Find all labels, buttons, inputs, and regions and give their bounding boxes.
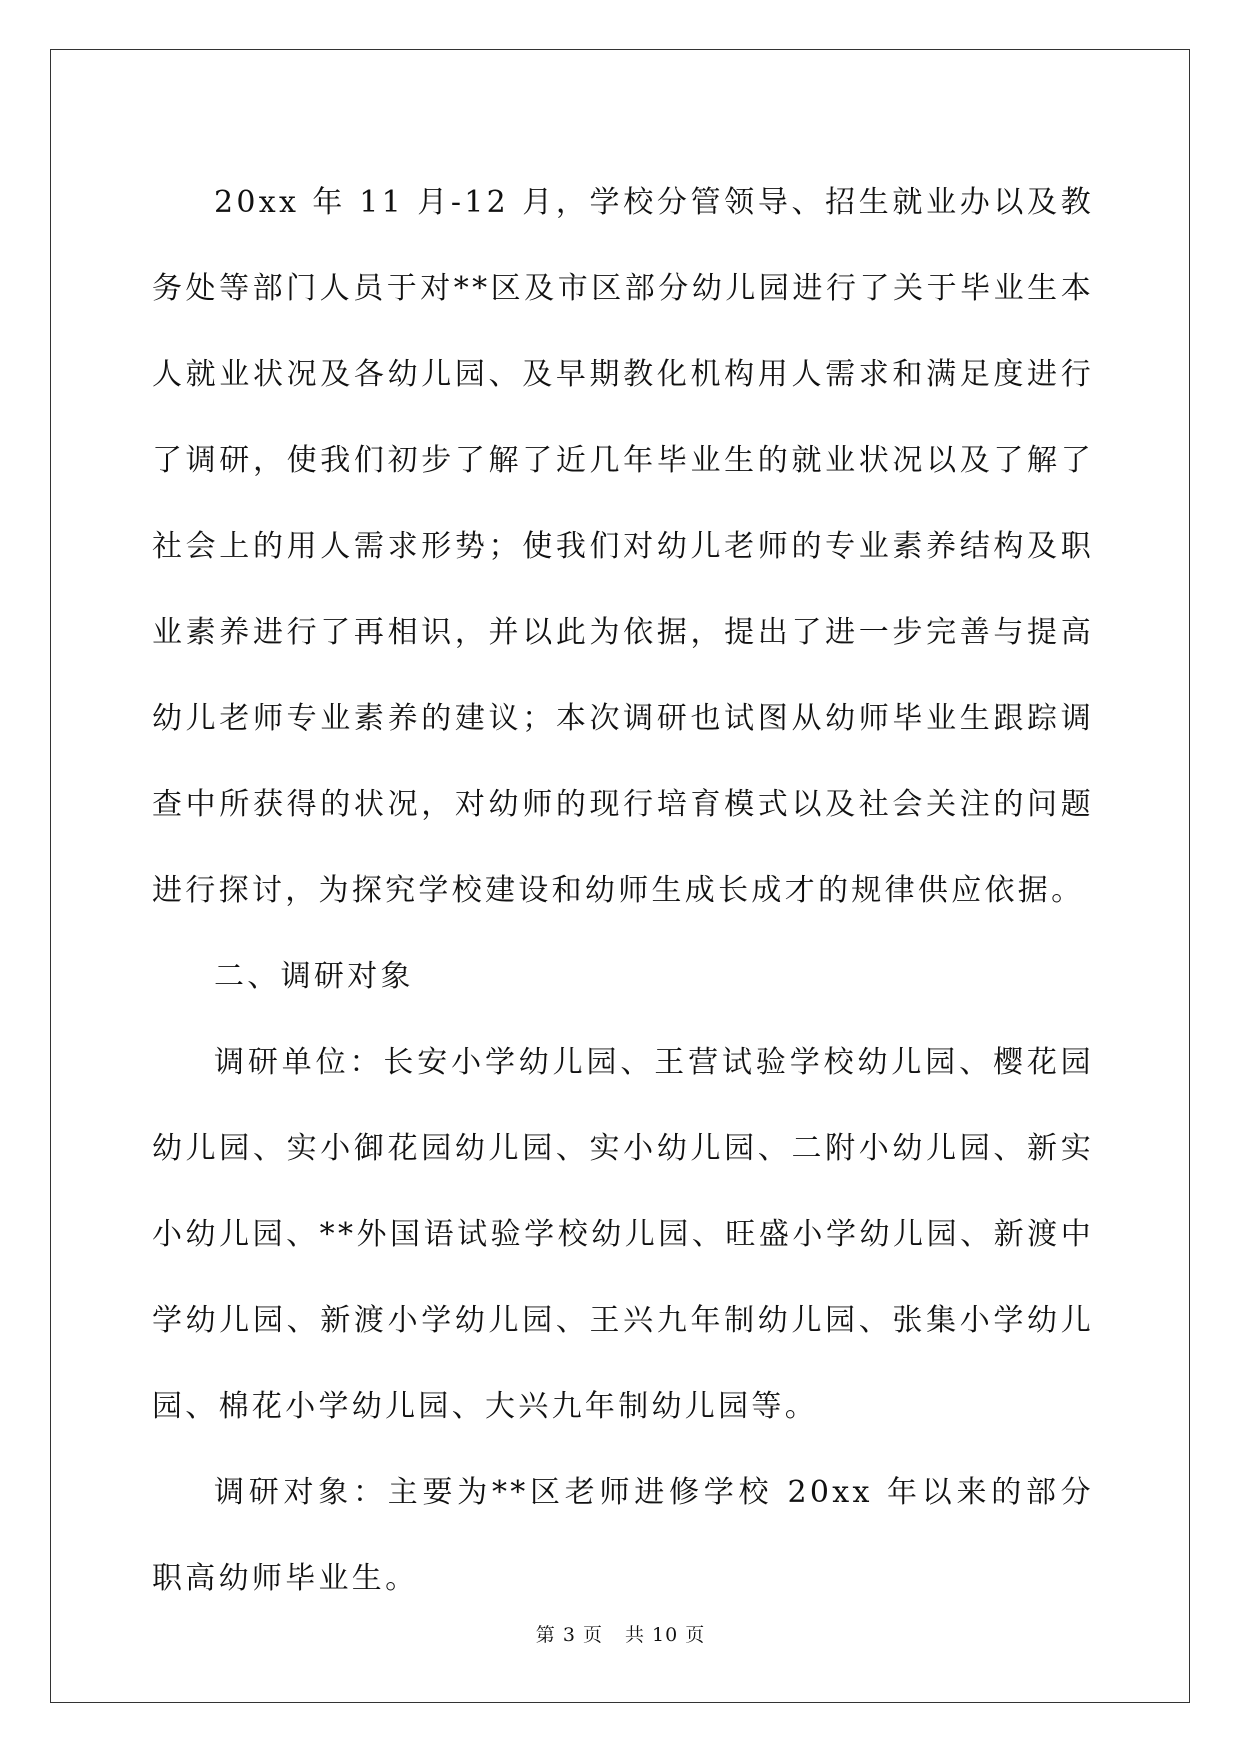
total-pages: 共 10 页 <box>624 1624 706 1646</box>
paragraph-research-targets: 调研对象：主要为**区老师进修学校 20xx 年以来的部分职高幼师毕业生。 <box>152 1475 1094 1596</box>
page-footer <box>0 1620 1241 1647</box>
document-body <box>152 160 1094 1622</box>
paragraph-research-units: 调研单位：长安小学幼儿园、王营试验学校幼儿园、樱花园幼儿园、实小御花园幼儿园、实小幼儿园、二附小幼儿园、新实小幼儿园、**外国语试验学校幼儿园、旺盛小学幼儿园、新渡中学幼儿园、新渡小学幼儿园、王兴九年制幼儿园、张集小学幼儿园、棉花小学幼儿园、大兴九年制幼儿园等。 <box>152 1045 1094 1424</box>
current-page-number: 第 3 页 <box>535 1624 603 1646</box>
paragraph-intro: 20xx 年 11 月-12 月，学校分管领导、招生就业办以及教务处等部门人员于对**区及市区部分幼儿园进行了关于毕业生本人就业状况及各幼儿园、及早期教化机构用人需求和满足度进行了调研，使我们初步了解了近几年毕业生的就业状况以及了解了社会上的用人需求形势；使我们对幼儿老师的专业素养结构及职业素养进行了再相识，并以此为依据，提出了进一步完善与提高幼儿老师专业素养的建议；本次调研也试图从幼师毕业生跟踪调查中所获得的状况，对幼师的现行培育模式以及社会关注的问题进行探讨，为探究学校建设和幼师生成长成才的规律供应依据。 <box>152 185 1094 908</box>
section-heading-research-subjects: 二、调研对象 <box>214 959 414 994</box>
